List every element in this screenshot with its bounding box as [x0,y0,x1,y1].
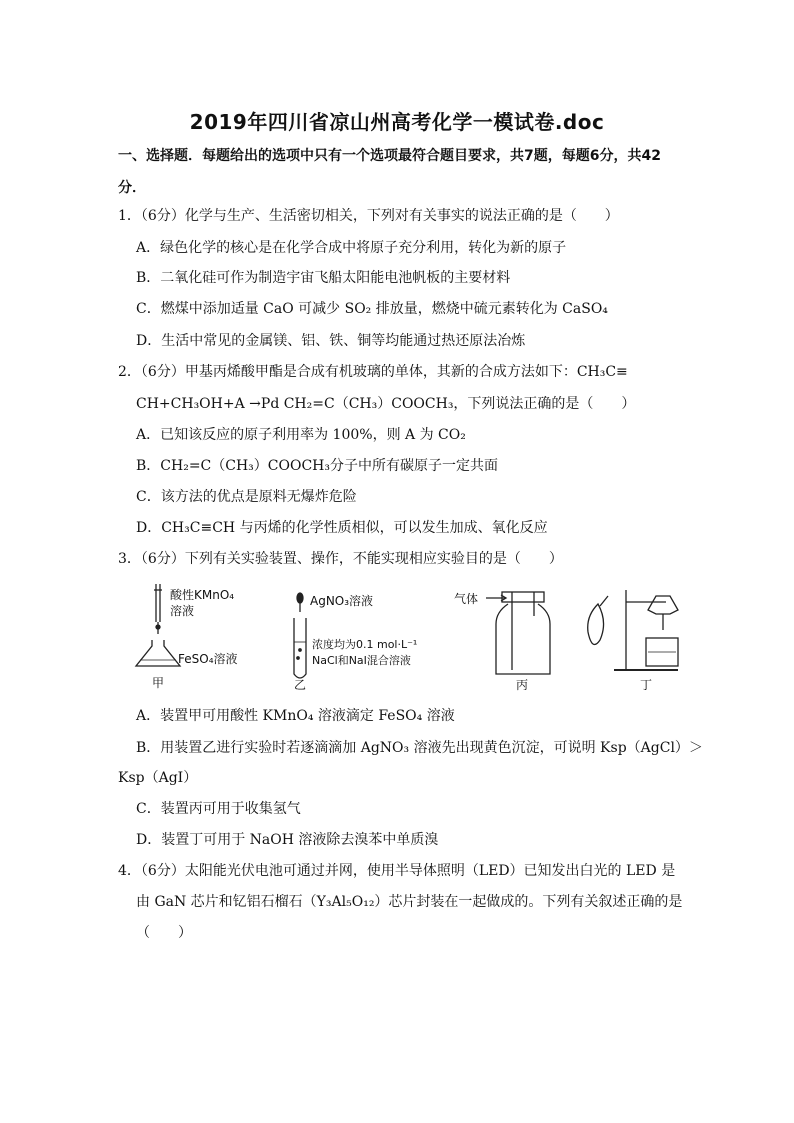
q3-option-a: A．装置甲可用酸性 KMnO₄ 溶液滴定 FeSO₄ 溶液 [136,708,455,724]
q1-stem: 1．（6分）化学与生产、生活密切相关，下列对有关事实的说法正确的是（ ） [118,208,619,224]
fig-yi-reagent-top: AgNO₃溶液 [310,594,374,608]
q2-stem-line2: CH+CH₃OH+A →Pd CH₂=C（CH₃）COOCH₃，下列说法正确的是（ ） [136,396,636,412]
fig-jia-reagent-bottom: FeSO₄溶液 [178,652,238,666]
q2-option-c: C．该方法的优点是原料无爆炸危险 [136,489,357,505]
q1-option-d: D．生活中常见的金属镁、铝、铁、铜等均能通过热还原法冶炼 [136,333,526,349]
q1-option-a: A．绿色化学的核心是在化学合成中将原子充分利用，转化为新的原子 [136,240,567,256]
fig-yi-solution: NaCl和NaI混合溶液 [312,654,411,667]
q3-option-d: D．装置丁可用于 NaOH 溶液除去溴苯中单质溴 [136,832,439,848]
apparatus-yi [294,593,306,678]
fig-jia-reagent-top2: 溶液 [170,604,195,618]
document-title: 2019年四川省凉山州高考化学一模试卷.doc [189,110,605,134]
q3-option-b-line2: Ksp（AgI） [118,770,198,786]
q3-stem: 3．（6分）下列有关实验装置、操作，不能实现相应实验目的是（ ） [118,551,563,567]
q2-option-d: D．CH₃C≡CH 与丙烯的化学性质相似，可以发生加成、氧化反应 [136,520,548,536]
q2-option-b: B．CH₂=C（CH₃）COOCH₃分子中所有碳原子一定共面 [136,458,498,474]
apparatus-ding [588,590,678,670]
section-heading: 一、选择题．每题给出的选项中只有一个选项最符合题目要求，共7题，每题6分，共42 [118,148,661,164]
fig-ding-label: 丁 [640,678,653,692]
fig-jia-label: 甲 [152,676,165,690]
q3-option-b-line1: B．用装置乙进行实验时若逐滴滴加 AgNO₃ 溶液先出现黄色沉淀，可说明 Ksp（AgCl）＞ [136,740,703,756]
q4-stem-line2: 由 GaN 芯片和钇铝石榴石（Y₃Al₅O₁₂）芯片封装在一起做成的。下列有关叙述正确的是 [136,894,683,910]
section-heading-cont: 分． [118,180,146,196]
q1-option-c: C．燃煤中添加适量 CaO 可减少 SO₂ 排放量，燃烧中硫元素转化为 CaSO₄ [136,301,608,317]
q4-stem-line3: （ ） [136,925,192,941]
fig-bing-gas: 气体 [454,592,479,606]
fig-jia-reagent-top: 酸性KMnO₄ [170,588,235,602]
q3-apparatus-figure [130,582,690,692]
fig-yi-label: 乙 [294,678,307,692]
fig-bing-label: 丙 [516,678,529,692]
q1-option-b: B．二氧化硅可作为制造宇宙飞船太阳能电池帆板的主要材料 [136,270,511,286]
q2-option-a: A．已知该反应的原子利用率为 100%，则 A 为 CO₂ [136,427,466,443]
q3-option-c: C．装置丙可用于收集氢气 [136,801,301,817]
fig-yi-concentration: 浓度均为0.1 mol·L⁻¹ [312,638,418,651]
q2-stem-line1: 2．（6分）甲基丙烯酸甲酯是合成有机玻璃的单体，其新的合成方法如下：CH₃C≡ [118,364,628,380]
q4-stem-line1: 4．（6分）太阳能光伏电池可通过并网，使用半导体照明（LED）已知发出白光的 LED 是 [118,863,676,879]
apparatus-bing [486,592,550,674]
